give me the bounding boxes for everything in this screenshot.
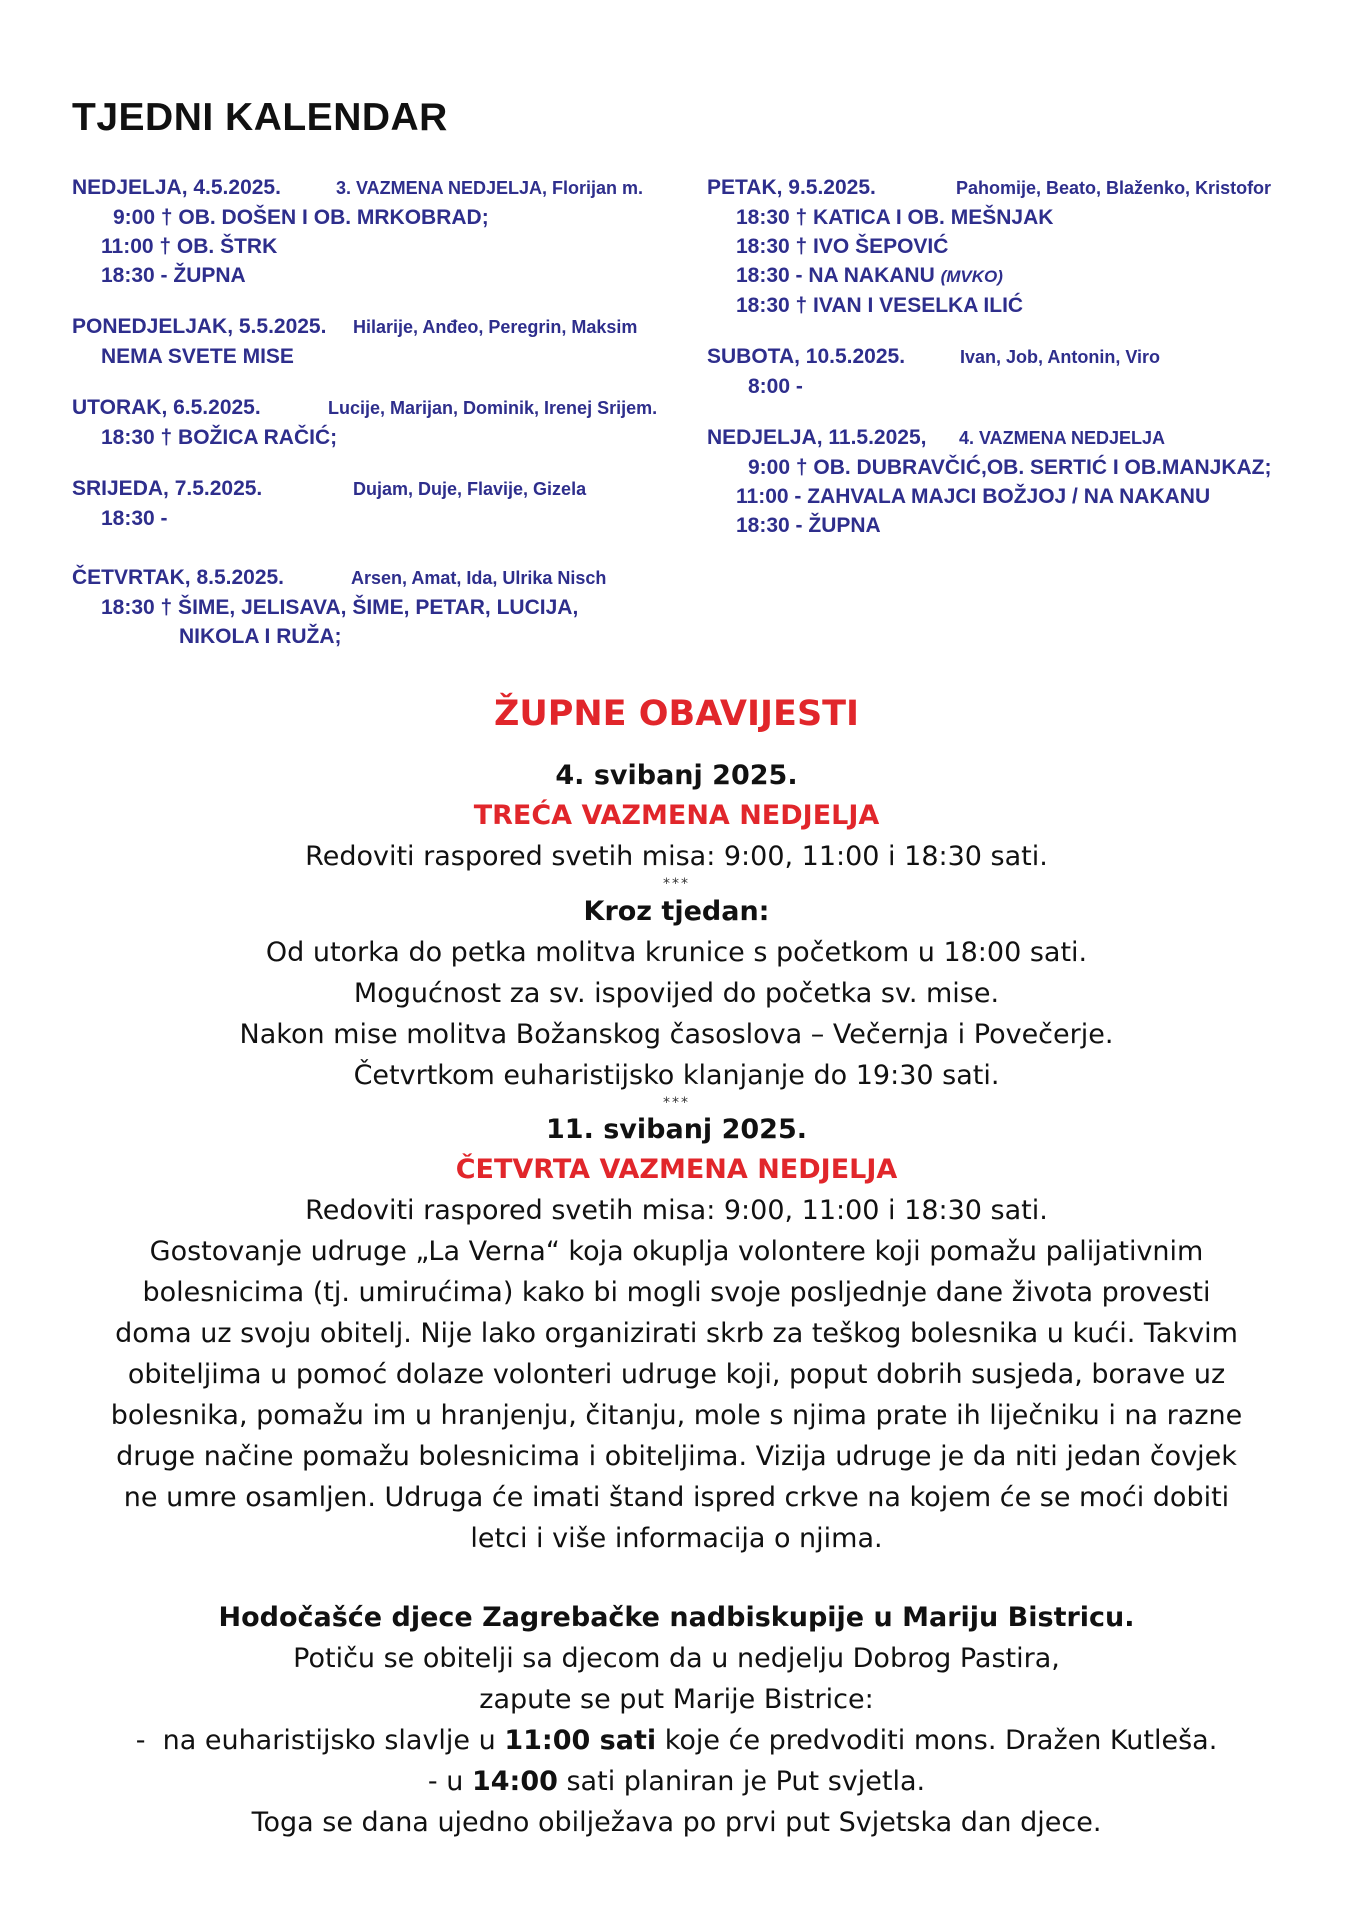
pilgrimage-item	[60, 1720, 1293, 1761]
calendar-day	[72, 393, 657, 452]
week-line: Četvrtkom euharistijsko klanjanje do 19:30 sati.	[353, 1060, 1000, 1091]
week-line: Nakon mise molitva Božanskog časoslova – Večernja i Povečerje.	[239, 1019, 1114, 1050]
paragraph-line: bolesnika, pomažu im u hranjenju, čitanju, mole s njima prate ih liječniku i na razne	[110, 1400, 1243, 1431]
mass-entry: 18:30 † IVO ŠEPOVIĆ	[736, 235, 949, 258]
calendar-day	[72, 312, 657, 371]
day-saints: 3. VAZMENA NEDJELJA, Florijan m.	[336, 178, 644, 198]
item-text: - na euharistijsko slavlje u	[135, 1725, 505, 1756]
notice-date: 11. svibanj 2025.	[546, 1114, 807, 1145]
separator-stars: ***	[663, 876, 690, 892]
mass-entry: 18:30 † KATICA I OB. MEŠNJAK	[736, 206, 1054, 229]
paragraph-line: druge načine pomažu bolesnicima i obiteljima. Vizija udruge je da niti jedan čovjek	[116, 1441, 1237, 1472]
la-verna-paragraph	[60, 1231, 1293, 1559]
calendar-day	[707, 173, 1272, 320]
mass-entry: 18:30 - ŽUPNA	[736, 514, 881, 537]
calendar-day	[72, 173, 657, 290]
week-line: Od utorka do petka molitva krunice s početkom u 18:00 sati.	[265, 937, 1088, 968]
mass-entry: 18:30 † ŠIME, JELISAVA, ŠIME, PETAR, LUCIJA,	[101, 596, 579, 619]
notice-sunday-title: ČETVRTA VAZMENA NEDJELJA	[455, 1154, 898, 1185]
item-time: 11:00 sati	[504, 1725, 657, 1756]
day-saints: Ivan, Job, Antonin, Viro	[960, 347, 1161, 367]
mass-entry: 11:00 † OB. ŠTRK	[101, 235, 278, 258]
week-heading: Kroz tjedan:	[583, 896, 770, 927]
day-saints: Hilarije, Anđeo, Peregrin, Maksim	[353, 317, 638, 337]
mass-entry: NEMA SVETE MISE	[101, 345, 294, 368]
day-date: UTORAK, 6.5.2025.	[72, 396, 261, 419]
calendar-day	[72, 474, 657, 533]
mass-entry	[707, 261, 1272, 291]
separator-stars: ***	[663, 1095, 690, 1111]
calendar-title: TJEDNI KALENDAR	[72, 96, 448, 139]
mass-entry-note: (MVKO)	[940, 267, 1003, 286]
notice-schedule: Redoviti raspored svetih misa: 9:00, 11:00 i 18:30 sati.	[305, 1195, 1048, 1226]
calendar-day	[707, 423, 1272, 540]
day-saints: Lucije, Marijan, Dominik, Irenej Srijem.	[328, 398, 658, 418]
mass-entry: 18:30 -	[101, 507, 168, 530]
notice-schedule: Redoviti raspored svetih misa: 9:00, 11:00 i 18:30 sati.	[305, 841, 1048, 872]
day-date: SRIJEDA, 7.5.2025.	[72, 477, 263, 500]
day-saints: Pahomije, Beato, Blaženko, Kristofor	[956, 178, 1272, 198]
pilgrimage-heading: Hodočašće djece Zagrebačke nadbiskupije u Mariju Bistricu.	[218, 1602, 1135, 1633]
day-saints: Dujam, Duje, Flavije, Gizela	[353, 479, 587, 499]
pilgrimage-line: zapute se put Marije Bistrice:	[479, 1684, 874, 1715]
notices-title: ŽUPNE OBAVIJESTI	[493, 694, 860, 734]
pilgrimage-final-line: Toga se dana ujedno obilježava po prvi put Svjetska dan djece.	[251, 1807, 1102, 1838]
paragraph-line: Gostovanje udruge „La Verna“ koja okuplja volontere koji pomažu palijativnim	[149, 1236, 1204, 1267]
week-line: Mogućnost za sv. ispovijed do početka sv. mise.	[353, 978, 1000, 1009]
mass-entry: 18:30 † BOŽICA RAČIĆ;	[101, 426, 338, 449]
calendar-right-column	[707, 173, 1272, 562]
mass-entry: 9:00 † OB. DOŠEN I OB. MRKOBRAD;	[113, 206, 489, 229]
paragraph-line: obiteljima u pomoć dolaze volonteri udruge koji, poput dobrih susjeda, borave uz	[127, 1359, 1226, 1390]
mass-entry: 8:00 -	[748, 375, 803, 398]
pilgrimage-item	[60, 1761, 1293, 1802]
day-date: NEDJELJA, 4.5.2025.	[72, 176, 281, 199]
mass-entry: 11:00 - ZAHVALA MAJCI BOŽJOJ / NA NAKANU	[736, 485, 1211, 508]
day-date: PETAK, 9.5.2025.	[707, 176, 876, 199]
day-date: ČETVRTAK, 8.5.2025.	[72, 566, 285, 589]
notice-date: 4. svibanj 2025.	[555, 760, 798, 791]
paragraph-line: doma uz svoju obitelj. Nije lako organizirati skrb za teškog bolesnika u kući. Takvim	[115, 1318, 1238, 1349]
item-text: koje će predvoditi mons. Dražen Kutleša.	[656, 1725, 1218, 1756]
paragraph-line: ne umre osamljen. Udruga će imati štand ispred crkve na kojem će se moći dobiti	[123, 1482, 1230, 1513]
day-saints: 4. VAZMENA NEDJELJA	[959, 428, 1166, 448]
calendar-left-column	[72, 173, 657, 673]
day-date: NEDJELJA, 11.5.2025,	[707, 426, 927, 449]
paragraph-line: bolesnicima (tj. umirućima) kako bi mogli svoje posljednje dane života provesti	[142, 1277, 1211, 1308]
pilgrimage-line: Potiču se obitelji sa djecom da u nedjelju Dobrog Pastira,	[293, 1643, 1060, 1674]
mass-entry: 18:30 - ŽUPNA	[101, 264, 246, 287]
parish-notices	[60, 690, 1293, 1843]
day-date: PONEDJELJAK, 5.5.2025.	[72, 315, 327, 338]
paragraph-line: letci i više informacija o njima.	[470, 1523, 883, 1554]
item-text: sati planiran je Put svjetla.	[557, 1766, 926, 1797]
day-saints: Arsen, Amat, Ida, Ulrika Nisch	[351, 568, 607, 588]
item-text: - u	[427, 1766, 472, 1797]
calendar-day	[707, 342, 1272, 401]
mass-entry: NIKOLA I RUŽA;	[179, 625, 342, 648]
mass-entry: 9:00 † OB. DUBRAVČIĆ,OB. SERTIĆ I OB.MANJKAZ;	[748, 456, 1272, 479]
day-date: SUBOTA, 10.5.2025.	[707, 345, 906, 368]
calendar-day	[72, 563, 657, 651]
mass-entry-text: 18:30 - NA NAKANU	[736, 264, 935, 287]
mass-entry: 18:30 † IVAN I VESELKA ILIĆ	[736, 294, 1024, 317]
item-time: 14:00	[471, 1766, 558, 1797]
notice-sunday-title: TREĆA VAZMENA NEDJELJA	[473, 800, 880, 831]
